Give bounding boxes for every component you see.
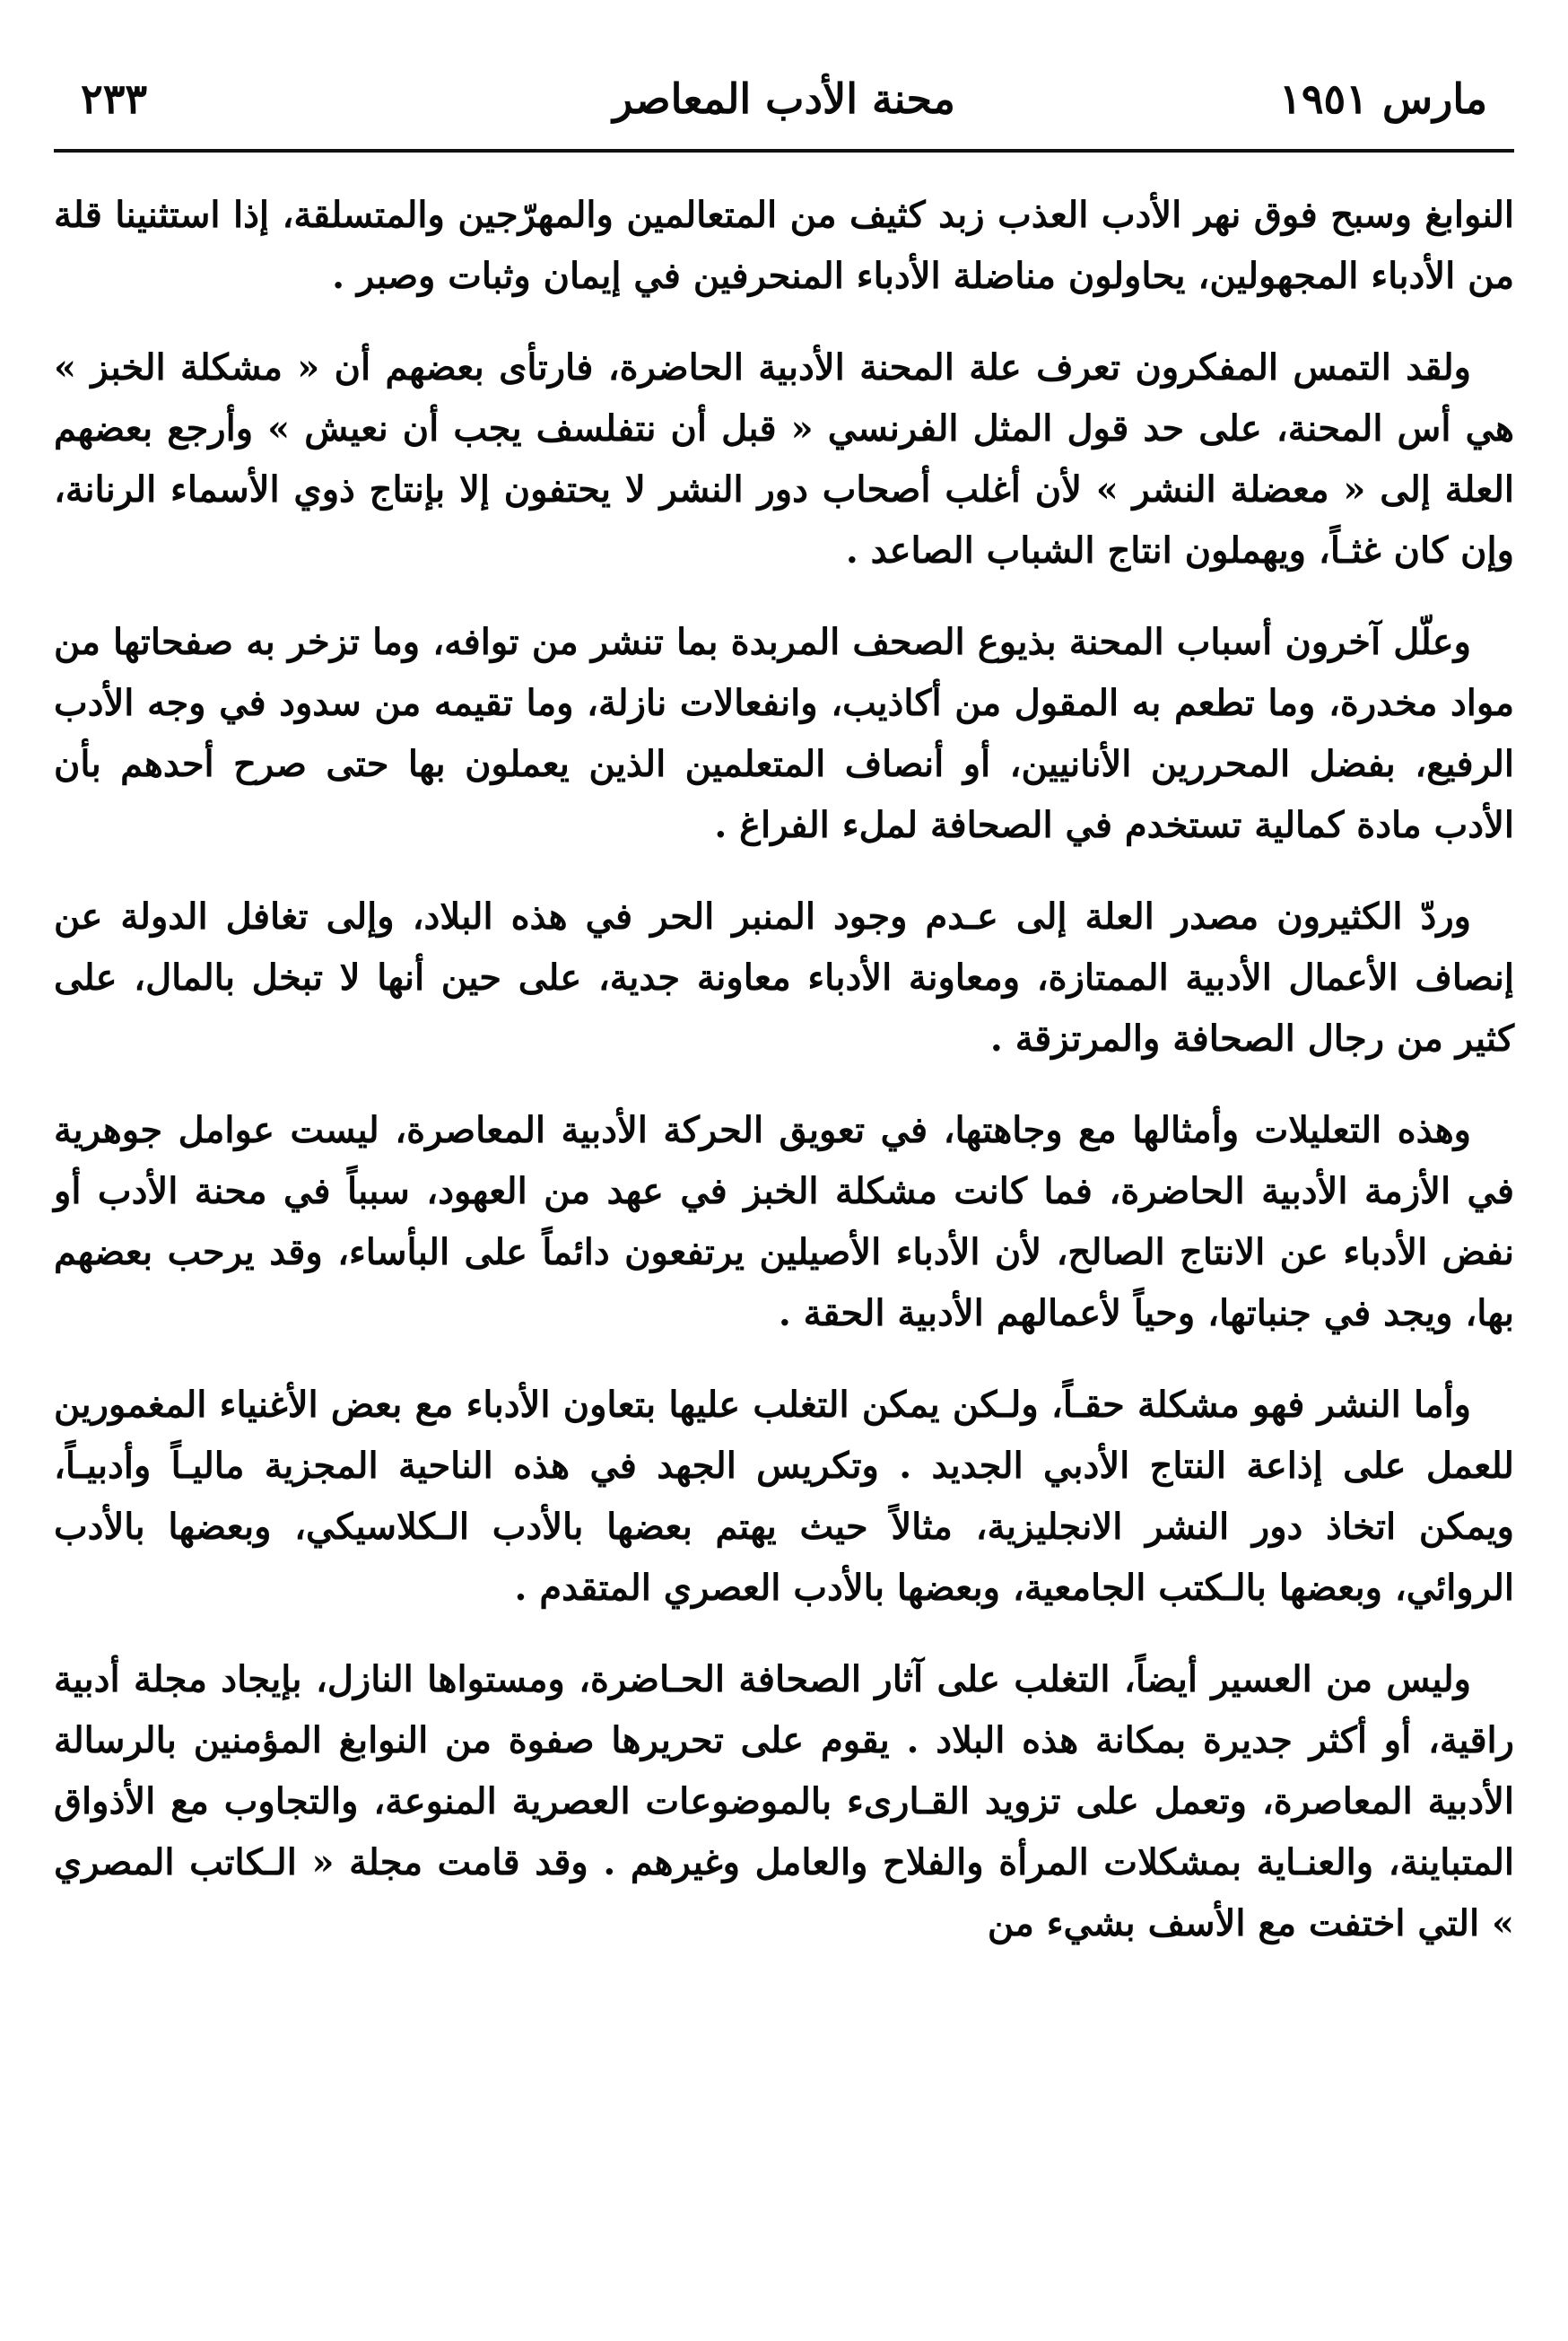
running-header	[54, 63, 1514, 135]
header-date: مارس ١٩٥١	[1279, 74, 1487, 123]
header-rule	[54, 149, 1514, 153]
paragraph: وليس من العسير أيضاً، التغلب على آثار الصحافة الحـاضرة، ومستواها النازل، بإيجاد مجلة أدبية راقية، أو أكثر جديرة بمكانة هذه البلاد . يقوم على تحريرها صفوة من النوابغ المؤمنين بالرسالة الأدبية المعاصرة، وتعمل على تزويد القـارىء بالموضوعات العصرية المنوعة، والتجاوب مع الأذواق المتباينة، والعنـاية بمشكلات المرأة والفلاح والعامل وغيرهم . وقد قامت مجلة « الـكاتب المصري » التي اختفت مع الأسف بشيء من	[54, 1658, 1514, 1944]
document-page	[54, 63, 1514, 2306]
article-body	[54, 185, 1514, 1954]
paragraph: النوابغ وسبح فوق نهر الأدب العذب زبد كثيف من المتعالمين والمهرّجين والمتسلقة، إذا استثنينا قلة من الأدباء المجهولين، يحاولون مناضلة الأدباء المنحرفين في إيمان وثبات وصبر .	[54, 194, 1515, 297]
paragraph: وعلّل آخرون أسباب المحنة بذيوع الصحف المربدة بما تنشر من توافه، وما تزخر به صفحاتها من مواد مخدرة، وما تطعم به المقول من أكاذيب، وانفعالات نازلة، وما تقيمه من سدود في وجه الأدب الرفيع، بفضل المحررين الأنانيين، أو أنصاف المتعلمين الذين يعملون بها حتى صرح أحدهم بأن الأدب مادة كمالية تستخدم في الصحافة لملء الفراغ .	[54, 621, 1514, 846]
paragraph: وهذه التعليلات وأمثالها مع وجاهتها، في تعويق الحركة الأدبية المعاصرة، ليست عوامل جوهرية في الأزمة الأدبية الحاضرة، فما كانت مشكلة الخبز في عهد من العهود، سبباً في محنة الأدب أو نفض الأدباء عن الانتاج الصالح، لأن الأدباء الأصيلين يرتفعون دائماً على البأساء، وقد يرحب بعضهم بها، ويجد في جنباتها، وحياً لأعمالهم الأدبية الحقة .	[54, 1109, 1514, 1334]
page-number: ٢٣٣	[81, 74, 148, 123]
paragraph: وردّ الكثيرون مصدر العلة إلى عـدم وجود المنبر الحر في هذه البلاد، وإلى تغافل الدولة عن إنصاف الأعمال الأدبية الممتازة، ومعاونة الأدباء معاونة جدية، على حين أنها لا تبخل بالمال، على كثير من رجال الصحافة والمرتزقة .	[54, 895, 1514, 1060]
paragraph: وأما النشر فهو مشكلة حقـاً، ولـكن يمكن التغلب عليها بتعاون الأدباء مع بعض الأغنياء المغمورين للعمل على إذاعة النتاج الأدبي الجديد . وتكريس الجهد في هذه الناحية المجزية ماليـاً وأدبيـاً، ويمكن اتخاذ دور النشر الانجليزية، مثالاً حيث يهتم بعضها بالأدب الـكلاسيكي، وبعضها بالأدب الروائي، وبعضها بالـكتب الجامعية، وبعضها بالأدب العصري المتقدم .	[54, 1384, 1514, 1609]
paragraph: ولقد التمس المفكرون تعرف علة المحنة الأدبية الحاضرة، فارتأى بعضهم أن « مشكلة الخبز » هي أس المحنة، على حد قول المثل الفرنسي « قبل أن نتفلسف يجب أن نعيش » وأرجع بعضهم العلة إلى « معضلة النشر » لأن أغلب أصحاب دور النشر لا يحتفون إلا بإنتاج ذوي الأسماء الرنانة، وإن كان غثـاً، ويهملون انتاج الشباب الصاعد .	[54, 346, 1514, 572]
header-title: محنة الأدب المعاصر	[613, 74, 955, 123]
